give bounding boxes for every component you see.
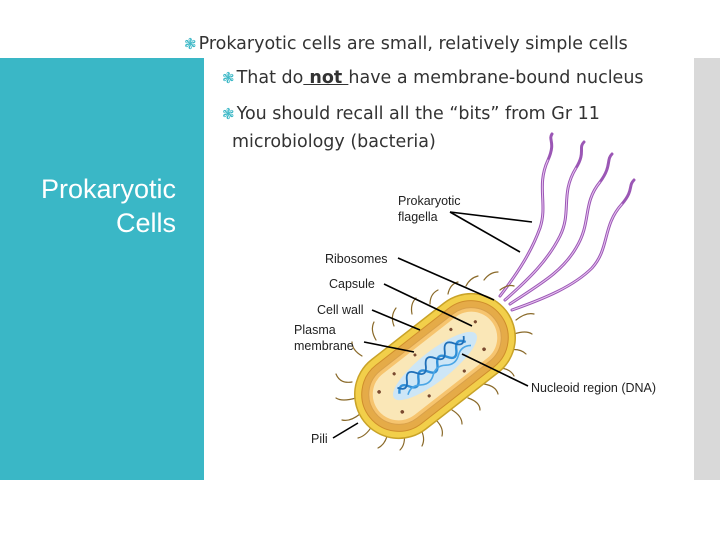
label-capsule: Capsule bbox=[329, 277, 375, 291]
label-flagella bbox=[398, 193, 461, 225]
leader-ribosomes bbox=[398, 258, 494, 300]
sidebar-title-line1: Prokaryotic bbox=[40, 174, 176, 204]
label-plasma-line2: membrane bbox=[294, 339, 354, 353]
leader-pili bbox=[333, 423, 358, 438]
bullet-2 bbox=[222, 64, 644, 92]
label-nucleoid: Nucleoid region (DNA) bbox=[531, 381, 657, 395]
leader-cell-wall bbox=[372, 310, 420, 330]
bullet-3 bbox=[222, 100, 600, 128]
label-pili: Pili bbox=[311, 432, 328, 446]
bullet-2-text-start: That do bbox=[236, 68, 304, 88]
bullet-3-text: You should recall all the “bits” from Gr 11 bbox=[236, 104, 600, 124]
label-plasma-line1: Plasma bbox=[294, 323, 336, 337]
label-plasma-membrane bbox=[294, 322, 354, 354]
bullet-3-continuation: microbiology (bacteria) bbox=[232, 132, 436, 152]
bullet-2-text-end: have a membrane-bound nucleus bbox=[348, 68, 644, 88]
label-ribosomes: Ribosomes bbox=[325, 252, 388, 266]
bullet-2-marker-icon: ❃ bbox=[222, 69, 235, 87]
bullet-1-text: Prokaryotic cells are small, relatively simple cells bbox=[198, 34, 628, 54]
cell-body bbox=[337, 276, 533, 456]
bullet-2-not-emphasis: not bbox=[303, 68, 349, 88]
leader-flagella-2 bbox=[450, 212, 532, 222]
flagella-group bbox=[500, 134, 634, 310]
label-flagella-line1: Prokaryotic bbox=[398, 194, 461, 208]
bullet-1-marker-icon: ❃ bbox=[184, 35, 197, 53]
label-cell-wall: Cell wall bbox=[317, 303, 364, 317]
flagella-highlight bbox=[500, 160, 622, 310]
flagellum-1 bbox=[500, 134, 552, 296]
bullet-3-marker-icon: ❃ bbox=[222, 105, 235, 123]
bullet-1 bbox=[184, 30, 628, 58]
sidebar-title-line2: Cells bbox=[115, 208, 176, 238]
label-flagella-line2: flagella bbox=[398, 210, 438, 224]
